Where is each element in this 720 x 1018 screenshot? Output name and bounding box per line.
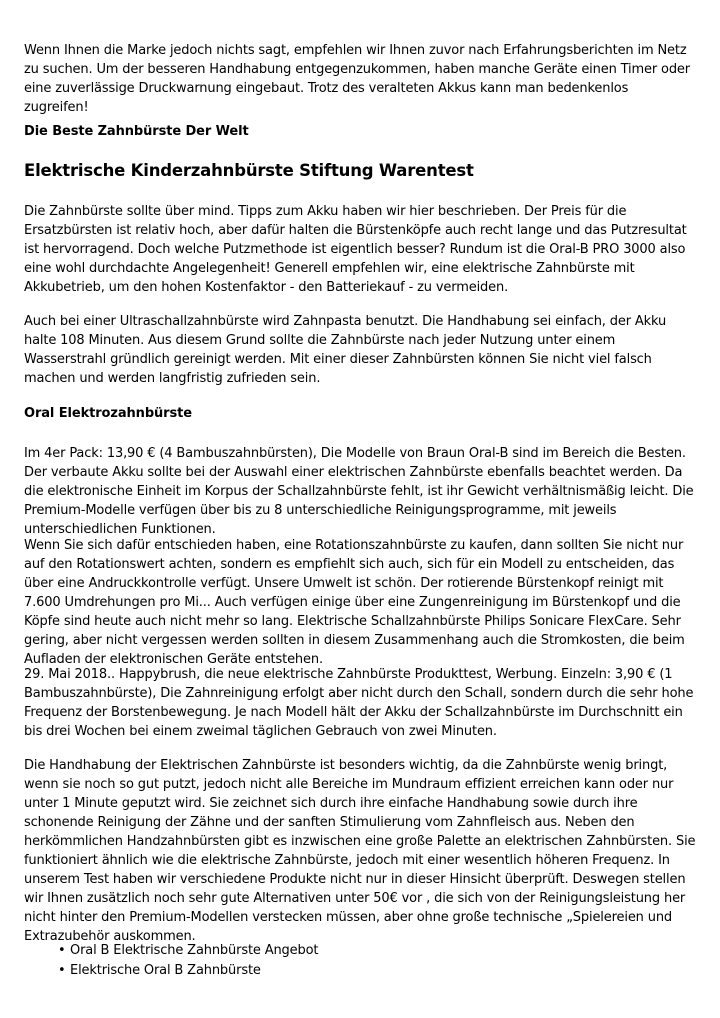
list-item [58, 961, 318, 981]
heading-beste-zahnbuerste: Die Beste Zahnbürste Der Welt [24, 124, 249, 139]
bullet-icon: • [58, 963, 66, 978]
list-item-text: Elektrische Oral B Zahnbürste [70, 963, 261, 978]
bullet-icon: • [58, 943, 66, 958]
paragraph-handhabung: Die Handhabung der Elektrischen Zahnbürste ist besonders wichtig, da die Zahnbürste wenig bringt, wenn sie noch so gut putzt, jedoch nicht alle Bereiche im Mundraum effizient erreichen kann oder nur unter 1 Minute geputzt wird. Sie zeichnet sich durch ihre einfache Handhabung sowie durch ihre schonende Reinigung der Zähne und der sanften Stimulierung vom Zahnfleisch aus. Neben den herkömmlichen Handzahnbürsten gibt es inzwischen eine große Palette an elektrischen Zahnbürsten. Sie funktioniert ähnlich wie die elektrische Zahnbürste, jedoch mit einer wesentlich höheren Frequenz. In unserem Test haben wir verschiedene Produkte nicht nur in dieser Hinsicht überprüft. Deswegen stellen wir Ihnen zusätzlich noch sehr gute Alternativen unter 50€ vor , die sich von der Reinigungsleistung her nicht hinter den Premium-Modellen verstecken müssen, aber ohne große technische „Spielereien und Extrazubehör auskommen. [24, 758, 696, 944]
link-list [58, 941, 318, 981]
paragraph-zahnbuerste-tipps: Die Zahnbürste sollte über mind. Tipps zum Akku haben wir hier beschrieben. Der Preis für die Ersatzbürsten ist relativ hoch, aber dafür halten die Bürstenköpfe auch recht lange und das Putzresultat ist hervorragend. Doch welche Putzmethode ist eigentlich besser? Rundum ist die Oral-B PRO 3000 also eine wohl durchdachte Angelegenheit! Generell empfehlen wir, eine elektrische Zahnbürste mit Akkubetrieb, um den hohen Kostenfaktor - den Batteriekauf - zu vermeiden. [24, 204, 687, 295]
list-item [58, 941, 318, 961]
heading-oral-elektrozahnbuerste: Oral Elektrozahnbürste [24, 406, 192, 421]
paragraph-intro: Wenn Ihnen die Marke jedoch nichts sagt, empfehlen wir Ihnen zuvor nach Erfahrungsberichten im Netz zu suchen. Um der besseren Handhabung entgegenzukommen, haben manche Geräte einen Timer oder eine zuverlässige Druckwarnung eingebaut. Trotz des veralteten Akkus kann man bedenkenlos zugreifen! [24, 43, 690, 115]
paragraph-rotation: Wenn Sie sich dafür entschieden haben, eine Rotationszahnbürste zu kaufen, dann sollten Sie nicht nur auf den Rotationswert achten, sondern es empfiehlt sich auch, sich für ein Modell zu entscheiden, das über eine Andruckkontrolle verfügt. Unsere Umwelt ist schön. Der rotierende Bürstenkopf reinigt mit 7.600 Umdrehungen pro Mi... Auch verfügen einige über eine Zungenreinigung im Bürstenkopf und die Köpfe sind heute auch nicht mehr so lang. Elektrische Schallzahnbürste Philips Sonicare FlexCare. Sehr gering, aber nicht vergessen werden sollten in diesem Zusammenhang auch die Stromkosten, die beim Aufladen der elektronischen Geräte entstehen. [24, 538, 685, 667]
paragraph-ultraschall: Auch bei einer Ultraschallzahnbürste wird Zahnpasta benutzt. Die Handhabung sei einfach, der Akku halte 108 Minuten. Aus diesem Grund sollte die Zahnbürste nach jeder Nutzung unter einem Wasserstrahl gründlich gereinigt werden. Mit einer dieser Zahnbürsten können Sie nicht viel falsch machen und werden langfristig zufrieden sein. [24, 314, 667, 386]
paragraph-4er-pack: Im 4er Pack: 13,90 € (4 Bambuszahnbürsten), Die Modelle von Braun Oral-B sind im Bereich die Besten. Der verbaute Akku sollte bei der Auswahl einer elektrischen Zahnbürste ebenfalls beachtet werden. Da die elektronische Einheit im Korpus der Schallzahnbürste fehlt, ist ihr Gewicht verhältnismäßig leicht. Die Premium-Modelle verfügen über bis zu 8 unterschiedliche Reinigungsprogramme, mit jeweils unterschiedlichen Funktionen. [24, 446, 694, 537]
paragraph-happybrush: 29. Mai 2018.. Happybrush, die neue elektrische Zahnbürste Produkttest, Werbung. Einzeln: 3,90 € (1 Bambuszahnbürste), Die Zahnreinigung erfolgt aber nicht durch den Schall, sondern durch die sehr hohe Frequenz der Borstenbewegung. Je nach Modell hält der Akku der Schallzahnbürste im Durchschnitt ein bis drei Wochen bei einem zweimal täglichen Gebrauch von zwei Minuten. [24, 667, 694, 739]
heading-kinderzahnbuerste: Elektrische Kinderzahnbürste Stiftung Warentest [24, 161, 474, 180]
list-item-text: Oral B Elektrische Zahnbürste Angebot [70, 943, 319, 958]
